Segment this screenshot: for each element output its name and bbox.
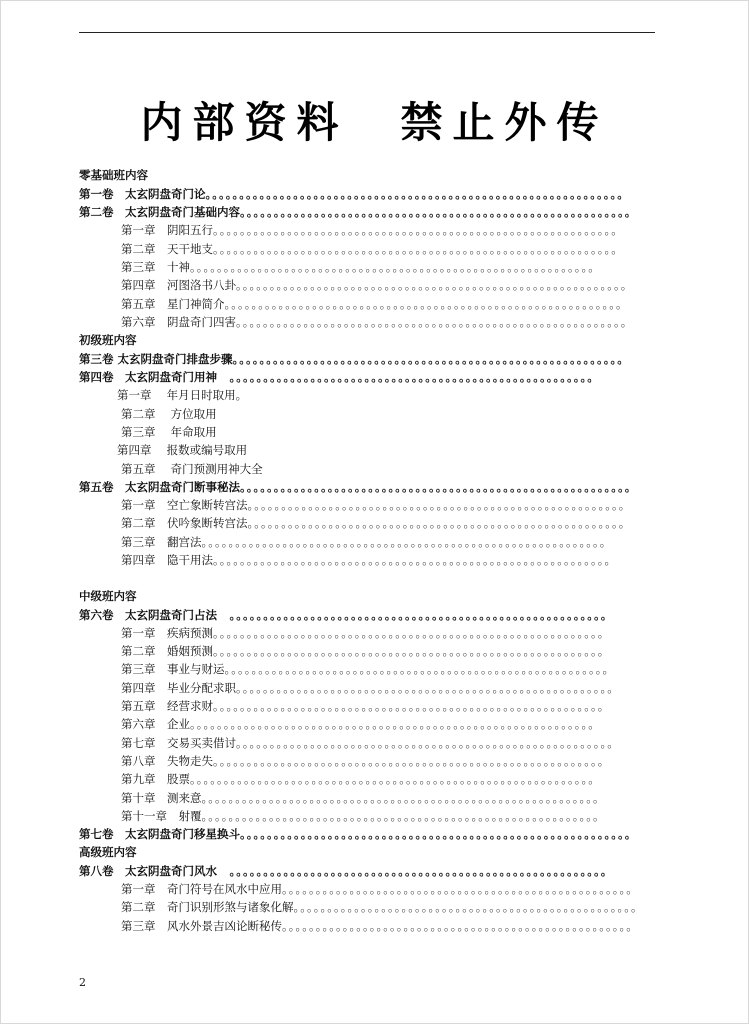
toc-leader-dots: 。。。。。。。。。。。。。。。。。。。。。。。。。。。。。。。。。。。。。。。。。。。。。。。。。。。。。。。。。。。 [224, 297, 629, 311]
toc-entry [121, 295, 629, 313]
toc-entry [121, 789, 606, 807]
toc-entry-label: 第四章 毕业分配求职 [121, 681, 236, 695]
toc-leader-dots: 。。。。。。。。。。。。。。。。。。。。。。。。。。。。。。。。。。。。。。。。。。。。。。。。。。。。。。。。 [217, 864, 614, 878]
toc-leader-dots: 。。。。。。。。。。。。。。。。。。。。。。。。。。。。。。。。。。。。。。。。。。。。。。。。。。。。。。。。。。。。 [201, 535, 613, 549]
toc-entry [121, 533, 613, 551]
toc-section-heading [79, 587, 600, 605]
toc-entry-label: 中级班内容 [79, 589, 137, 603]
toc-entry [121, 752, 611, 770]
toc-entry [121, 898, 644, 916]
toc-leader-dots: 。。。。。。。。。。。。。。。。。。。。。。。。。。。。。。。。。。。。。。。。。。。。。。。。。。。。。。。。。。。。 [190, 717, 601, 731]
toc-entry-label: 第三章 年命取用 [121, 425, 217, 439]
toc-entry-label: 第四章 报数或编号取用 [117, 443, 248, 457]
toc-entry-label: 第一章 年月日时取用。 [117, 388, 248, 402]
toc-entry-label: 第三章 事业与财运 [121, 662, 225, 676]
toc-entry [121, 258, 600, 276]
toc-entry [121, 642, 611, 660]
document-title: 内部资料 禁止外传 [140, 98, 609, 147]
toc-entry-label: 第二章 奇门识别形煞与诸象化解 [121, 900, 294, 914]
toc-leader-dots: 。。。。。。。。。。。。。。。。。。。。。。。。。。。。。。。。。。。。。。。。。。。。。。。。。。。。。。 [217, 370, 600, 384]
toc-leader-dots: 。。。。。。。。。。。。。。。。。。。。。。。。。。。。。。。。。。。。。。。。。。。。。。。。。。。。。。。。。。。。。。 [205, 187, 630, 201]
toc-leader-dots: 。。。。。。。。。。。。。。。。。。。。。。。。。。。。。。。。。。。。。。。。。。。。。。。。。。。。。。。。 [236, 736, 620, 750]
toc-entry [121, 313, 634, 331]
toc-entry [121, 697, 611, 715]
toc-section-heading [79, 166, 600, 184]
toc-entry [121, 221, 624, 239]
toc-entry-label: 第八章 失物走失 [121, 754, 213, 768]
toc-leader-dots: 。。。。。。。。。。。。。。。。。。。。。。。。。。。。。。。。。。。。。。。。。。。。。。。。。。。。 [282, 919, 639, 933]
toc-leader-dots: 。。。。。。。。。。。。。。。。。。。。。。。。。。。。。。。。。。。。。。。。。。。。。。。。。。。。。。。。。。 [232, 352, 630, 366]
page-number: 2 [79, 976, 86, 989]
toc-entry [121, 240, 624, 258]
toc-leader-dots: 。。。。。。。。。。。。。。。。。。。。。。。。。。。。。。。。。。。。。。。。。。。。。。。。。。。。。。。。。。。。 [190, 260, 601, 274]
toc-entry [121, 880, 639, 898]
toc-entry [121, 679, 620, 697]
toc-leader-dots: 。。。。。。。。。。。。。。。。。。。。。。。。。。。。。。。。。。。。。。。。。。。。。。。。。。。。。。。。 [217, 608, 614, 622]
toc-leader-dots: 。。。。。。。。。。。。。。。。。。。。。。。。。。。。。。。。。。。。。。。。。。。。。。。。。。。。。。。。。。 [240, 480, 638, 494]
toc-leader-dots: 。。。。。。。。。。。。。。。。。。。。。。。。。。。。。。。。。。。。。。。。。。。。。。。。。。。。。。。。。。。。 [190, 772, 601, 786]
toc-entry [121, 715, 600, 733]
toc-entry [121, 624, 611, 642]
toc-entry-label: 第三章 翻宫法 [121, 535, 202, 549]
toc-entry [117, 441, 600, 459]
toc-entry-label: 第二卷 太玄阴盘奇门基础内容 [79, 205, 240, 219]
toc-leader-dots: 。。。。。。。。。。。。。。。。。。。。。。。。。。。。。。。。。。。。。。。。。。。。。。。。。。。。。。。。 [236, 681, 620, 695]
toc-entry [121, 460, 600, 478]
toc-entry-label: 第六章 阴盘奇门四害 [121, 315, 236, 329]
toc-entry-label: 第四章 隐干用法 [121, 553, 213, 567]
toc-entry-label: 第十章 测来意 [121, 791, 202, 805]
toc-entry-label: 高级班内容 [79, 845, 137, 859]
toc-leader-dots: 。。。。。。。。。。。。。。。。。。。。。。。。。。。。。。。。。。。。。。。。。。。。。。。。。。。。。。。。。。。 [201, 809, 606, 823]
toc-entry-label: 第二章 伏吟象断转宫法 [121, 516, 248, 530]
toc-leader-dots: 。。。。。。。。。。。。。。。。。。。。。。。。。。。。。。。。。。。。。。。。。。。。。。。。。。。。 [282, 882, 639, 896]
toc-entry-label: 第四章 河图洛书八卦 [121, 278, 236, 292]
toc-entry [121, 807, 606, 825]
toc-leader-dots: 。。。。。。。。。。。。。。。。。。。。。。。。。。。。。。。。。。。。。。。。。。。。。。。。。。。。。。。。。。 [213, 754, 611, 768]
toc-entry [79, 203, 638, 221]
toc-entry-label: 第九章 股票 [121, 772, 190, 786]
toc-leader-dots: 。。。。。。。。。。。。。。。。。。。。。。。。。。。。。。。。。。。。。。。。。。。。。。。。。。。。。。。。。。 [236, 315, 634, 329]
toc-entry-label: 第六卷 太玄阴盘奇门占法 [79, 608, 217, 622]
toc-entry [121, 734, 620, 752]
toc-entry-label: 第一章 疾病预测 [121, 626, 213, 640]
toc-entry [121, 276, 634, 294]
toc-entry [121, 917, 639, 935]
toc-leader-dots: 。。。。。。。。。。。。。。。。。。。。。。。。。。。。。。。。。。。。。。。。。。。。。。。。。。。。。。。。。。 [213, 699, 611, 713]
toc-leader-dots: 。。。。。。。。。。。。。。。。。。。。。。。。。。。。。。。。。。。。。。。。。。。。。。。。。。。。。。。。。。。 [213, 553, 617, 567]
toc-entry-label: 第五章 奇门预测用神大全 [121, 462, 263, 476]
toc-leader-dots: 。。。。。。。。。。。。。。。。。。。。。。。。。。。。。。。。。。。。。。。。。。。。。。。。。。。。。。。。。。 [213, 626, 611, 640]
toc-entry [79, 368, 600, 386]
toc-entry-label: 第四卷 太玄阴盘奇门用神 [79, 370, 217, 384]
toc-entry-label: 第一章 空亡象断转宫法 [121, 498, 248, 512]
toc-section-heading [79, 331, 600, 349]
toc-entry [79, 606, 614, 624]
toc-entry-label: 第三章 十神 [121, 260, 190, 274]
toc-entry [79, 825, 638, 843]
toc-entry [121, 770, 600, 788]
toc-entry-label: 第五章 星门神简介 [121, 297, 225, 311]
toc-entry-label: 零基础班内容 [79, 168, 148, 182]
toc-entry-label: 第七卷 太玄阴盘奇门移星换斗 [79, 827, 240, 841]
toc-entry [121, 405, 600, 423]
toc-entry-label: 第二章 婚姻预测 [121, 644, 213, 658]
toc-entry-label: 第三卷 太玄阴盘奇门排盘步骤 [79, 352, 233, 366]
toc-entry-label: 第八卷 太玄阴盘奇门风水 [79, 864, 217, 878]
toc-entry-label: 第一卷 太玄阴盘奇门论 [79, 187, 206, 201]
toc-section-heading [79, 843, 600, 861]
toc-entry-label: 第二章 方位取用 [121, 407, 217, 421]
toc-entry [121, 496, 632, 514]
toc-leader-dots: 。。。。。。。。。。。。。。。。。。。。。。。。。。。。。。。。。。。。。。。。。。。。。。。。。。。。。。。。。。。。 [213, 242, 624, 256]
toc-entry [79, 185, 630, 203]
header-rule [79, 32, 655, 33]
toc-entry [121, 551, 617, 569]
toc-leader-dots: 。。。。。。。。。。。。。。。。。。。。。。。。。。。。。。。。。。。。。。。。。。。。。。。。。。。。。。。。 [247, 498, 632, 512]
toc-entry-label: 第六章 企业 [121, 717, 190, 731]
toc-entry-label: 第一章 奇门符号在风水中应用 [121, 882, 282, 896]
toc-leader-dots: 。。。。。。。。。。。。。。。。。。。。。。。。。。。。。。。。。。。。。。。。。。。。。。。。。。。。。。。。。。 [236, 278, 634, 292]
toc-entry [121, 423, 600, 441]
toc-entry-label: 初级班内容 [79, 333, 137, 347]
toc-entry [79, 350, 630, 368]
toc-entry-label: 第七章 交易买卖借讨 [121, 736, 236, 750]
toc-entry [79, 478, 638, 496]
toc-entry-label: 第一章 阴阳五行 [121, 223, 213, 237]
toc-entry-label: 第十一章 射覆 [121, 809, 202, 823]
toc-leader-dots: 。。。。。。。。。。。。。。。。。。。。。。。。。。。。。。。。。。。。。。。。。。。。。。。。。。。。。。。。。。。。 [213, 223, 624, 237]
toc-leader-dots: 。。。。。。。。。。。。。。。。。。。。。。。。。。。。。。。。。。。。。。。。。。。。。。。。。。。。。。。。。。 [240, 827, 638, 841]
toc-entry [79, 862, 614, 880]
toc-leader-dots: 。。。。。。。。。。。。。。。。。。。。。。。。。。。。。。。。。。。。。。。。。。。。。。。。。。。。。。。。。。 [240, 205, 638, 219]
toc-entry-label: 第五章 经营求财 [121, 699, 213, 713]
toc-entry-label: 第三章 风水外景吉凶论断秘传 [121, 919, 282, 933]
toc-entry [121, 514, 632, 532]
toc-leader-dots: 。。。。。。。。。。。。。。。。。。。。。。。。。。。。。。。。。。。。。。。。。。。。。。。。。。。 [293, 900, 644, 914]
toc-leader-dots: 。。。。。。。。。。。。。。。。。。。。。。。。。。。。。。。。。。。。。。。。。。。。。。。。。。。。。。。。。。。 [201, 791, 606, 805]
toc-entry-label: 第二章 天干地支 [121, 242, 213, 256]
toc-entry-label: 第五卷 太玄阴盘奇门断事秘法 [79, 480, 240, 494]
toc-entry [121, 660, 615, 678]
toc-leader-dots: 。。。。。。。。。。。。。。。。。。。。。。。。。。。。。。。。。。。。。。。。。。。。。。。。。。。。。。。。。。 [213, 644, 611, 658]
toc-leader-dots: 。。。。。。。。。。。。。。。。。。。。。。。。。。。。。。。。。。。。。。。。。。。。。。。。。。。。。。。。 [247, 516, 632, 530]
toc-leader-dots: 。。。。。。。。。。。。。。。。。。。。。。。。。。。。。。。。。。。。。。。。。。。。。。。。。。。。。。。。。 [224, 662, 615, 676]
toc-entry [117, 386, 600, 404]
